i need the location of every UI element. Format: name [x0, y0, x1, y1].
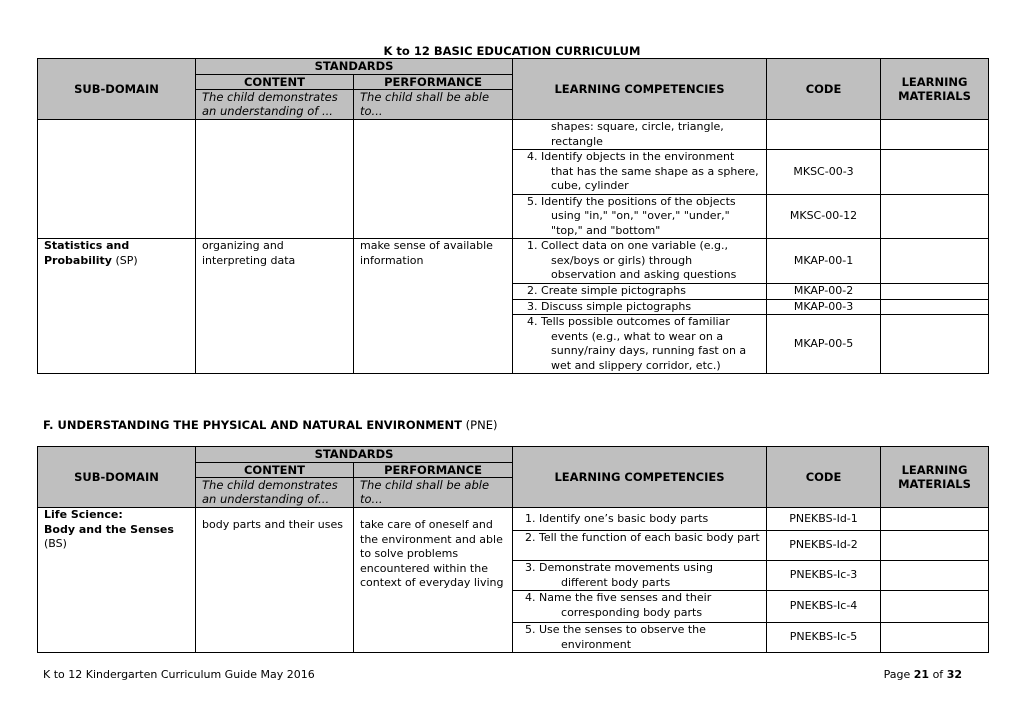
- header-content-sub: The child demonstrates an understanding of...: [196, 478, 354, 508]
- competency-cell: 4. Name the five senses and their corresponding body parts: [513, 591, 767, 623]
- code-cell: PNEKBS-Ic-4: [767, 591, 881, 623]
- curriculum-table-1: [37, 58, 989, 374]
- materials-cell: [881, 239, 989, 284]
- code-cell: PNEKBS-Ic-3: [767, 561, 881, 591]
- header-code: CODE: [767, 59, 881, 120]
- competency-cell: 3. Discuss simple pictographs: [513, 299, 767, 315]
- sub-domain-line-2: Body and the Senses: [44, 522, 174, 536]
- header-content-sub: The child demonstrates an understanding of ...: [196, 90, 354, 120]
- header-learning-materials: LEARNING MATERIALS: [881, 447, 989, 508]
- header-sub-domain: SUB-DOMAIN: [38, 447, 196, 508]
- sub-domain-cell: [38, 239, 196, 374]
- performance-cell: make sense of available information: [354, 239, 513, 374]
- header-sub-domain: SUB-DOMAIN: [38, 59, 196, 120]
- materials-cell: [881, 194, 989, 239]
- competency-cell: 4. Identify objects in the environment that has the same shape as a sphere, cube, cylinder: [513, 150, 767, 195]
- competency-cell: 5. Use the senses to observe the environment: [513, 623, 767, 653]
- header-learning-materials: LEARNING MATERIALS: [881, 59, 989, 120]
- competency-cell: 3. Demonstrate movements using different body parts: [513, 561, 767, 591]
- footer-page-number: Page 21 of 32: [883, 668, 962, 681]
- performance-cell: [354, 120, 513, 239]
- code-cell: MKAP-00-3: [767, 299, 881, 315]
- header-learning-competencies: LEARNING COMPETENCIES: [513, 59, 767, 120]
- materials-cell: [881, 315, 989, 374]
- content-cell: organizing and interpreting data: [196, 239, 354, 374]
- header-standards: STANDARDS: [196, 59, 513, 75]
- competency-cell: shapes: square, circle, triangle, rectangle: [513, 120, 767, 150]
- code-cell: MKSC-00-3: [767, 150, 881, 195]
- header-content: CONTENT: [196, 462, 354, 478]
- materials-cell: [881, 508, 989, 531]
- header-performance-sub: The child shall be able to...: [354, 478, 513, 508]
- table-row: [38, 239, 989, 284]
- header-performance: PERFORMANCE: [354, 462, 513, 478]
- table-row: [38, 508, 989, 531]
- competency-cell: 4. Tells possible outcomes of familiar events (e.g., what to wear on a sunny/rainy days, running fast on a wet and slippery corridor, etc.): [513, 315, 767, 374]
- content-cell: [196, 120, 354, 239]
- materials-cell: [881, 150, 989, 195]
- sub-domain-line-1: Life Science:: [44, 508, 123, 521]
- section-title: F. UNDERSTANDING THE PHYSICAL AND NATURAL ENVIRONMENT (PNE): [43, 418, 498, 432]
- code-cell: MKSC-00-12: [767, 194, 881, 239]
- competency-cell: 2. Create simple pictographs: [513, 284, 767, 300]
- sub-domain-abbr: (SP): [111, 253, 138, 267]
- footer-guide-title: K to 12 Kindergarten Curriculum Guide May 2016: [43, 668, 315, 681]
- sub-domain-cell: [38, 120, 196, 239]
- sub-domain-name: Statistics and Probability: [44, 239, 130, 267]
- materials-cell: [881, 561, 989, 591]
- competency-cell: 1. Collect data on one variable (e.g., sex/boys or girls) through observation and asking questions: [513, 239, 767, 284]
- code-cell: PNEKBS-Id-1: [767, 508, 881, 531]
- document-title: K to 12 BASIC EDUCATION CURRICULUM: [383, 44, 641, 58]
- code-cell: PNEKBS-Id-2: [767, 531, 881, 561]
- competency-cell: 1. Identify one’s basic body parts: [513, 508, 767, 531]
- materials-cell: [881, 531, 989, 561]
- table-row: [38, 120, 989, 150]
- materials-cell: [881, 623, 989, 653]
- header-content: CONTENT: [196, 74, 354, 90]
- code-cell: [767, 120, 881, 150]
- materials-cell: [881, 120, 989, 150]
- content-cell: body parts and their uses: [196, 508, 354, 653]
- header-code: CODE: [767, 447, 881, 508]
- competency-cell: 2. Tell the function of each basic body part: [513, 531, 767, 561]
- curriculum-table-2: [37, 446, 989, 653]
- code-cell: MKAP-00-1: [767, 239, 881, 284]
- code-cell: MKAP-00-2: [767, 284, 881, 300]
- code-cell: PNEKBS-Ic-5: [767, 623, 881, 653]
- header-standards: STANDARDS: [196, 447, 513, 463]
- header-learning-competencies: LEARNING COMPETENCIES: [513, 447, 767, 508]
- header-performance-sub: The child shall be able to...: [354, 90, 513, 120]
- materials-cell: [881, 284, 989, 300]
- materials-cell: [881, 299, 989, 315]
- performance-cell: take care of oneself and the environment and able to solve problems encountered within the context of everyday living: [354, 508, 513, 653]
- code-cell: MKAP-00-5: [767, 315, 881, 374]
- header-performance: PERFORMANCE: [354, 74, 513, 90]
- materials-cell: [881, 591, 989, 623]
- competency-cell: 5. Identify the positions of the objects using "in," "on," "over," "under," "top," and "bottom": [513, 194, 767, 239]
- sub-domain-abbr: (BS): [44, 537, 67, 550]
- sub-domain-cell: [38, 508, 196, 653]
